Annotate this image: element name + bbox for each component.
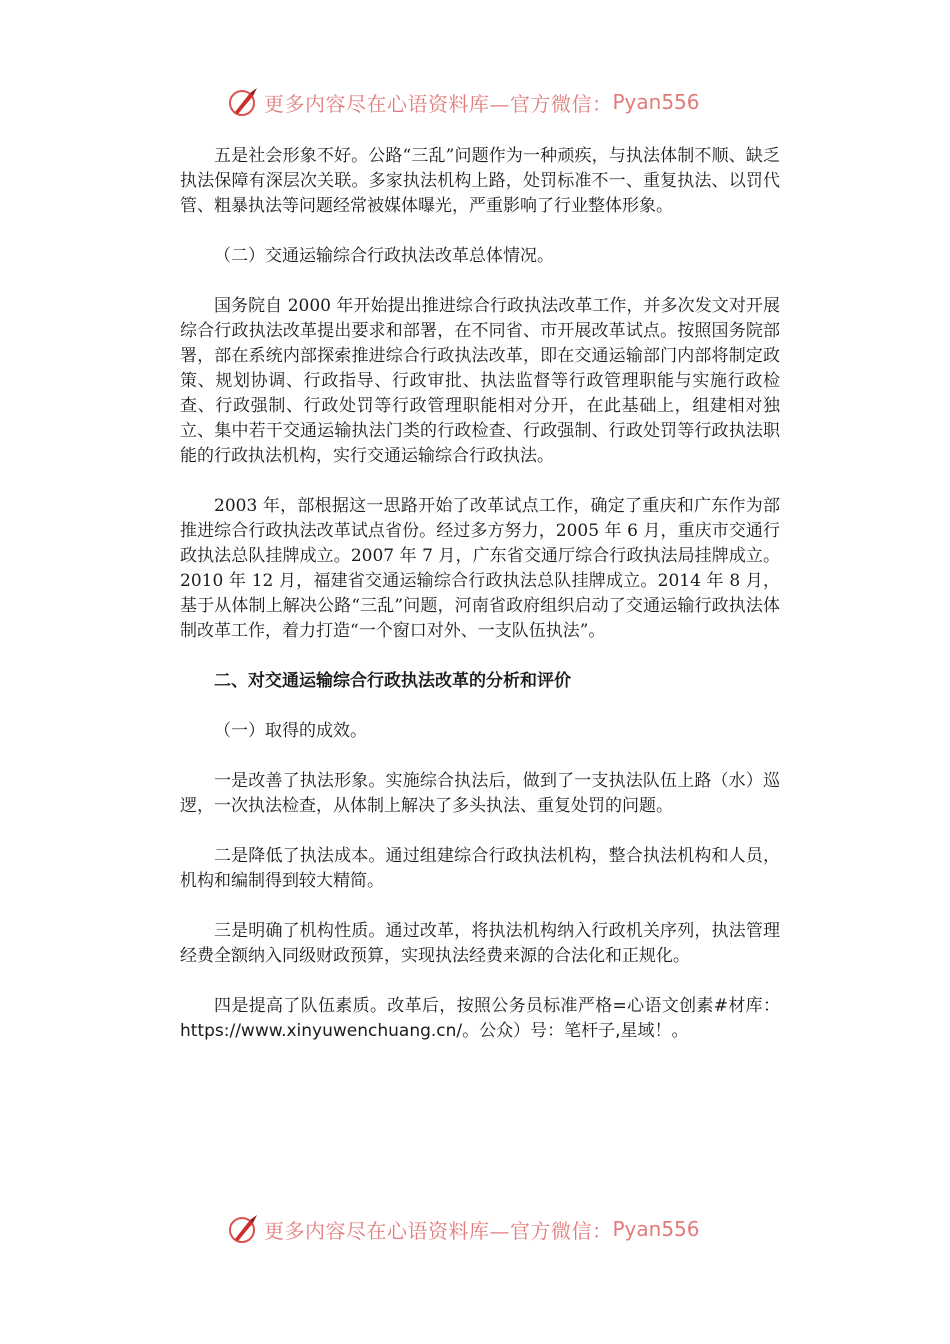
paragraph-image-improved: 一是改善了执法形象。实施综合执法后，做到了一支执法队伍上路（水）巡逻，一次执法检查，从体制上解决了多头执法、重复处罚的问题。 bbox=[180, 771, 780, 816]
subheading-overview: （二）交通运输综合行政执法改革总体情况。 bbox=[214, 246, 554, 266]
quill-pen-icon bbox=[226, 85, 260, 119]
subheading-achievements: （一）取得的成效。 bbox=[214, 721, 367, 741]
paragraph-cost-reduced: 二是降低了执法成本。通过组建综合行政执法机构，整合执法机构和人员，机构和编制得到较大精简。 bbox=[180, 846, 780, 891]
paragraph-nature-clarified: 三是明确了机构性质。通过改革，将执法机构纳入行政机关序列，执法管理经费全额纳入同级财政预算，实现执法经费来源的合法化和正规化。 bbox=[180, 921, 780, 966]
banner-text: 更多内容尽在心语资料库—官方微信： bbox=[264, 91, 613, 116]
banner-wechat-id: Pyan556 bbox=[612, 90, 700, 114]
header-watermark-banner bbox=[226, 84, 700, 120]
footer-watermark-banner bbox=[226, 1211, 700, 1247]
banner-text: 更多内容尽在心语资料库—官方微信： bbox=[264, 1218, 613, 1243]
paragraph-pilot-history: 2003 年，部根据这一思路开始了改革试点工作，确定了重庆和广东作为部推进综合行政执法改革试点省份。经过多方努力，2005 年 6 月，重庆市交通行政执法总队挂牌成立。2007 年 7 月，广东省交通厅综合行政执法局挂牌成立。2010 年 12 月，福建省交通运输综合行政执法总队挂牌成立。2014 年 8 月，基于从体制上解决公路“三乱”问题，河南省政府组织启动了交通运输行政执法体制改革工作，着力打造“一个窗口对外、一支队伍执法”。 bbox=[180, 496, 780, 641]
quill-pen-icon bbox=[226, 1212, 260, 1246]
paragraph-social-image: 五是社会形象不好。公路“三乱”问题作为一种顽疾，与执法体制不顺、缺乏执法保障有深层次关联。多家执法机构上路，处罚标准不一、重复执法、以罚代管、粗暴执法等问题经常被媒体曝光，严重影响了行业整体形象。 bbox=[180, 146, 780, 216]
banner-wechat-id: Pyan556 bbox=[612, 1217, 700, 1241]
document-body bbox=[180, 144, 780, 1044]
paragraph-quality-improved: 四是提高了队伍素质。改革后，按照公务员标准严格=心语文创素#材库：https://www.xinyuwenchuang.cn/。公众）号：笔杆子,星域！。 bbox=[180, 996, 780, 1041]
paragraph-state-council: 国务院自 2000 年开始提出推进综合行政执法改革工作，并多次发文对开展综合行政执法改革提出要求和部署，在不同省、市开展改革试点。按照国务院部署，部在系统内部探索推进综合行政执法改革，即在交通运输部门内部将制定政策、规划协调、行政指导、行政审批、执法监督等行政管理职能与实施行政检查、行政强制、行政处罚等行政管理职能相对分开，在此基础上，组建相对独立、集中若干交通运输执法门类的行政检查、行政强制、行政处罚等行政执法职能的行政执法机构，实行交通运输综合行政执法。 bbox=[180, 296, 780, 466]
section-heading-analysis: 二、对交通运输综合行政执法改革的分析和评价 bbox=[214, 671, 571, 691]
